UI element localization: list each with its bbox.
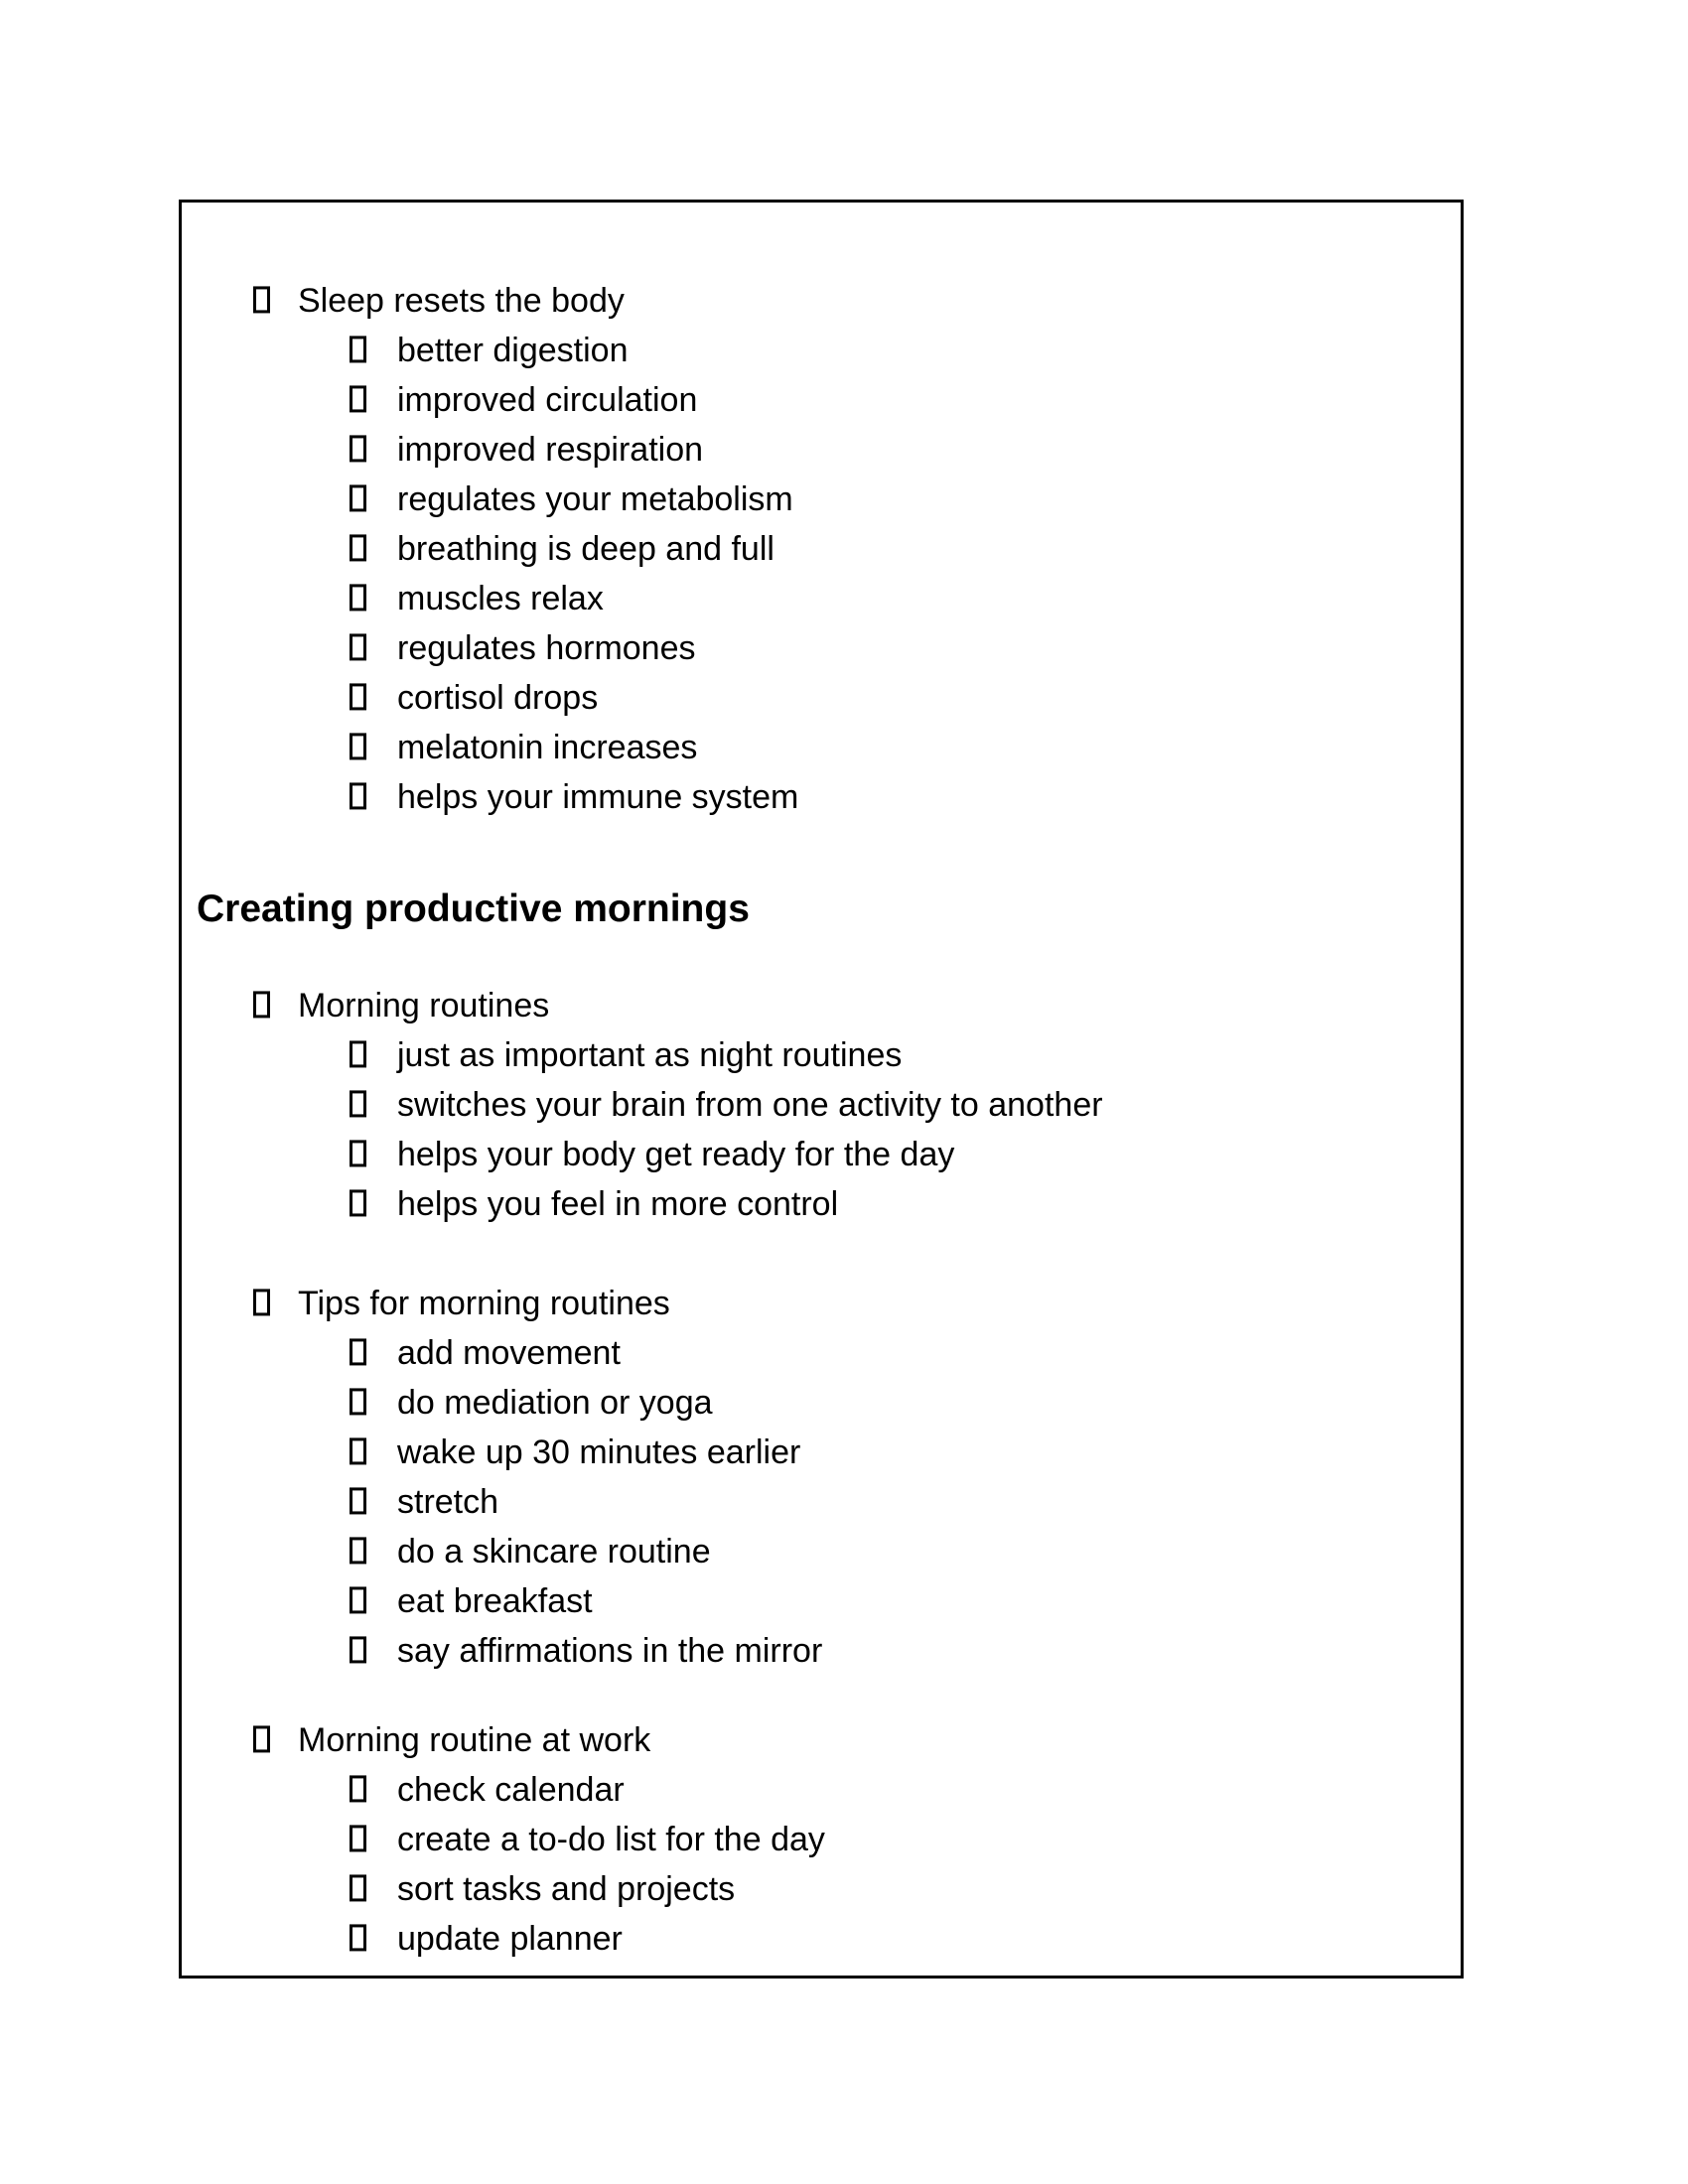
list-item-text: cortisol drops [397, 679, 599, 717]
list-item-text: breathing is deep and full [397, 530, 774, 568]
document-text-frame [179, 200, 1464, 1979]
missing-glyph-bullet-icon [350, 1338, 366, 1365]
missing-glyph-bullet-icon [350, 1775, 366, 1802]
list-item-text: regulates hormones [397, 629, 696, 667]
missing-glyph-bullet-icon [350, 1437, 366, 1464]
missing-glyph-bullet-icon [253, 1289, 270, 1315]
list-item-text: better digestion [397, 332, 629, 369]
list-item [182, 1864, 1461, 1914]
list-item [182, 425, 1461, 475]
list-item-text: melatonin increases [397, 729, 698, 766]
list-item-text: create a to-do list for the day [397, 1821, 825, 1858]
missing-glyph-bullet-icon [350, 1874, 366, 1901]
missing-glyph-bullet-icon [350, 733, 366, 759]
list-item [182, 1279, 1461, 1328]
list-item-text: do mediation or yoga [397, 1384, 713, 1422]
list-item-text: just as important as night routines [397, 1036, 903, 1074]
missing-glyph-bullet-icon [350, 435, 366, 462]
bullet-list-sleep-benefits [182, 276, 1461, 822]
missing-glyph-bullet-icon [350, 1090, 366, 1117]
missing-glyph-bullet-icon [350, 1388, 366, 1415]
list-item-text: sort tasks and projects [397, 1870, 736, 1908]
list-item [182, 1179, 1461, 1229]
list-item [182, 1765, 1461, 1815]
missing-glyph-bullet-icon [350, 782, 366, 809]
list-item-text: check calendar [397, 1771, 625, 1809]
missing-glyph-bullet-icon [350, 1140, 366, 1166]
list-item [182, 1130, 1461, 1179]
list-item-text: improved respiration [397, 431, 704, 469]
list-item-text: helps your body get ready for the day [397, 1136, 955, 1173]
list-item [182, 276, 1461, 326]
list-item [182, 723, 1461, 772]
list-item-text: helps your immune system [397, 778, 799, 816]
missing-glyph-bullet-icon [253, 991, 270, 1018]
missing-glyph-bullet-icon [350, 1825, 366, 1851]
list-item [182, 772, 1461, 822]
missing-glyph-bullet-icon [350, 534, 366, 561]
missing-glyph-bullet-icon [350, 385, 366, 412]
list-item [182, 623, 1461, 673]
list-item-text: update planner [397, 1920, 623, 1958]
bullet-list-morning-routines [182, 981, 1461, 1229]
list-item-text: Morning routine at work [298, 1721, 651, 1759]
list-item [182, 1428, 1461, 1477]
list-item [182, 375, 1461, 425]
missing-glyph-bullet-icon [350, 683, 366, 710]
list-item-text: muscles relax [397, 580, 604, 617]
list-item [182, 1715, 1461, 1765]
missing-glyph-bullet-icon [253, 1725, 270, 1752]
missing-glyph-bullet-icon [350, 633, 366, 660]
missing-glyph-bullet-icon [350, 584, 366, 611]
list-item [182, 981, 1461, 1030]
list-item [182, 475, 1461, 524]
list-item [182, 1477, 1461, 1527]
list-item [182, 1626, 1461, 1676]
missing-glyph-bullet-icon [350, 1586, 366, 1613]
list-item-text: eat breakfast [397, 1582, 593, 1620]
missing-glyph-bullet-icon [350, 336, 366, 362]
list-item-text: Morning routines [298, 987, 550, 1024]
list-item-text: Sleep resets the body [298, 282, 625, 320]
list-item-text: say affirmations in the mirror [397, 1632, 823, 1670]
list-item [182, 1080, 1461, 1130]
list-item [182, 1576, 1461, 1626]
list-item-text: stretch [397, 1483, 499, 1521]
missing-glyph-bullet-icon [350, 1487, 366, 1514]
list-item [182, 1815, 1461, 1864]
list-item-text: switches your brain from one activity to another [397, 1086, 1103, 1124]
list-item [182, 326, 1461, 375]
list-item [182, 673, 1461, 723]
list-item [182, 1030, 1461, 1080]
missing-glyph-bullet-icon [253, 286, 270, 313]
list-item-text: helps you feel in more control [397, 1185, 839, 1223]
list-item-text: improved circulation [397, 381, 698, 419]
missing-glyph-bullet-icon [350, 1636, 366, 1663]
list-item-text: do a skincare routine [397, 1533, 711, 1570]
missing-glyph-bullet-icon [350, 484, 366, 511]
list-item [182, 1914, 1461, 1964]
missing-glyph-bullet-icon [350, 1537, 366, 1564]
missing-glyph-bullet-icon [350, 1924, 366, 1951]
bullet-list-morning-tips [182, 1279, 1461, 1676]
list-item [182, 1328, 1461, 1378]
list-item [182, 1527, 1461, 1576]
list-item [182, 524, 1461, 574]
list-item-text: Tips for morning routines [298, 1285, 670, 1322]
section-heading: Creating productive mornings [197, 887, 750, 930]
bullet-list-work-routine [182, 1715, 1461, 1964]
list-item-text: wake up 30 minutes earlier [397, 1433, 801, 1471]
list-item [182, 1378, 1461, 1428]
list-item [182, 574, 1461, 623]
list-item-text: regulates your metabolism [397, 480, 793, 518]
missing-glyph-bullet-icon [350, 1040, 366, 1067]
missing-glyph-bullet-icon [350, 1189, 366, 1216]
list-item-text: add movement [397, 1334, 621, 1372]
